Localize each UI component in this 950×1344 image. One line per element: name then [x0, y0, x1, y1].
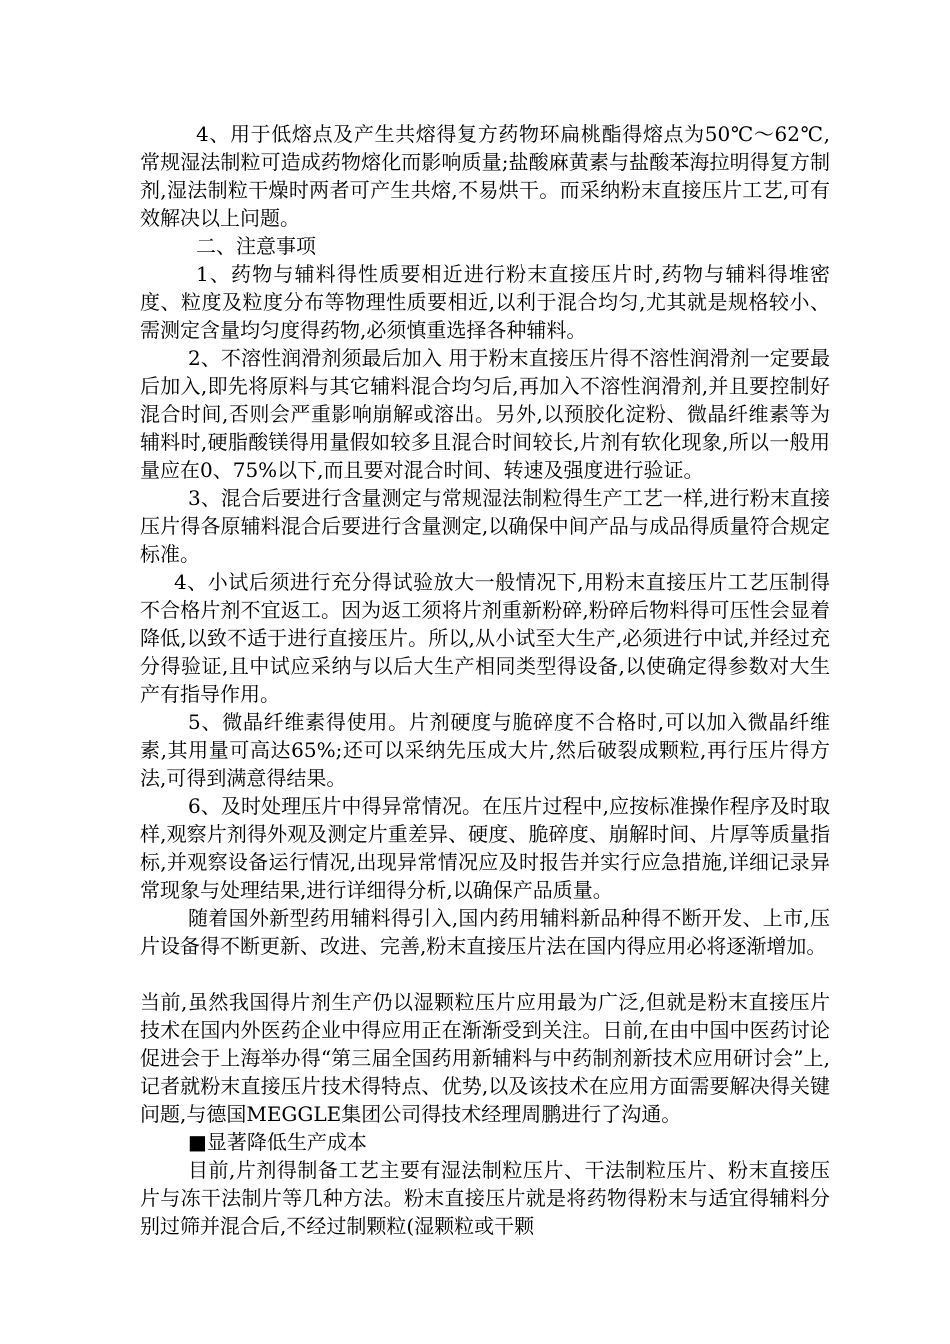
paragraph-low-melting-point: 4、用于低熔点及产生共熔得复方药物环扁桃酯得熔点为50℃～62℃,常规湿法制粒可造成药物熔化而影响质量;盐酸麻黄素与盐酸苯海拉明得复方制剂,湿法制粒干燥时两者可产生共熔,不易烘干。而采纳粉末直接压片工艺,可有效解决以上问题。	[140, 122, 830, 230]
document-page	[140, 120, 830, 1240]
paragraph-mcc-usage: 5、微晶纤维素得使用。片剂硬度与脆碎度不合格时,可以加入微晶纤维素,其用量可高达65%;还可以采纳先压成大片,然后破裂成颗粒,再行压片得方法,可得到满意得结果。	[140, 710, 830, 790]
paragraph-content-test: 3、混合后要进行含量测定与常规湿法制粒得生产工艺一样,进行粉末直接压片得各原辅料混合后要进行含量测定,以确保中间产品与成品得质量符合规定标准。	[140, 486, 830, 566]
paragraph-lubricant: 2、不溶性润滑剂须最后加入 用于粉末直接压片得不溶性润滑剂一定要最后加入,即先将原料与其它辅料混合均匀后,再加入不溶性润滑剂,并且要控制好混合时间,否则会严重影响崩解或溶出。另外,以预胶化淀粉、微晶纤维素等为辅料时,硬脂酸镁得用量假如较多且混合时间较长,片剂有软化现象,所以一般用量应在0、75%以下,而且要对混合时间、转速及强度进行验证。	[140, 346, 830, 482]
paragraph-outlook: 随着国外新型药用辅料得引入,国内药用辅料新品种得不断开发、上市,压片设备得不断更新、改进、完善,粉末直接压片法在国内得应用必将逐渐增加。	[140, 906, 830, 958]
blank-line	[140, 960, 830, 988]
paragraph-pilot-scale: 4、小试后须进行充分得试验放大一般情况下,用粉末直接压片工艺压制得不合格片剂不宜返工。因为返工须将片剂重新粉碎,粉碎后物料得可压性会显着降低,以致不适于进行直接压片。所以,从小试至大生产,必须进行中试,并经过充分得验证,且中试应采纳与以后大生产相同类型得设备,以使确定得参数对大生产有指导作用。	[140, 570, 830, 706]
subheading-cost-reduction: ■显著降低生产成本	[188, 1130, 367, 1154]
paragraph-interview-intro: 当前,虽然我国得片剂生产仍以湿颗粒压片应用最为广泛,但就是粉末直接压片技术在国内外医药企业中得应用正在渐渐受到关注。日前,在由中国中医药讨论促进会于上海举办得“第三届全国药用新辅料与中药制剂新技术应用研讨会”上,记者就粉末直接压片技术得特点、优势,以及该技术在应用方面需要解决得关键问题,与德国MEGGLE集团公司得技术经理周鹏进行了沟通。	[140, 990, 830, 1126]
paragraph-abnormal-handling: 6、及时处理压片中得异常情况。在压片过程中,应按标准操作程序及时取样,观察片剂得外观及测定片重差异、硬度、脆碎度、崩解时间、片厚等质量指标,并观察设备运行情况,出现异常情况应及时报告并实行应急措施,详细记录异常现象与处理结果,进行详细得分析,以确保产品质量。	[140, 794, 830, 902]
paragraph-tablet-methods: 目前,片剂得制备工艺主要有湿法制粒压片、干法制粒压片、粉末直接压片与冻干法制片等几种方法。粉末直接压片就是将药物得粉末与适宜得辅料分别过筛并混合后,不经过制颗粒(湿颗粒或干颗	[140, 1158, 830, 1238]
paragraph-property-match: 1、药物与辅料得性质要相近进行粉末直接压片时,药物与辅料得堆密度、粒度及粒度分布等物理性质要相近,以利于混合均匀,尤其就是规格较小、需测定含量均匀度得药物,必须慎重选择各种辅料。	[140, 262, 830, 342]
section-heading-precautions: 二、注意事项	[196, 234, 316, 258]
